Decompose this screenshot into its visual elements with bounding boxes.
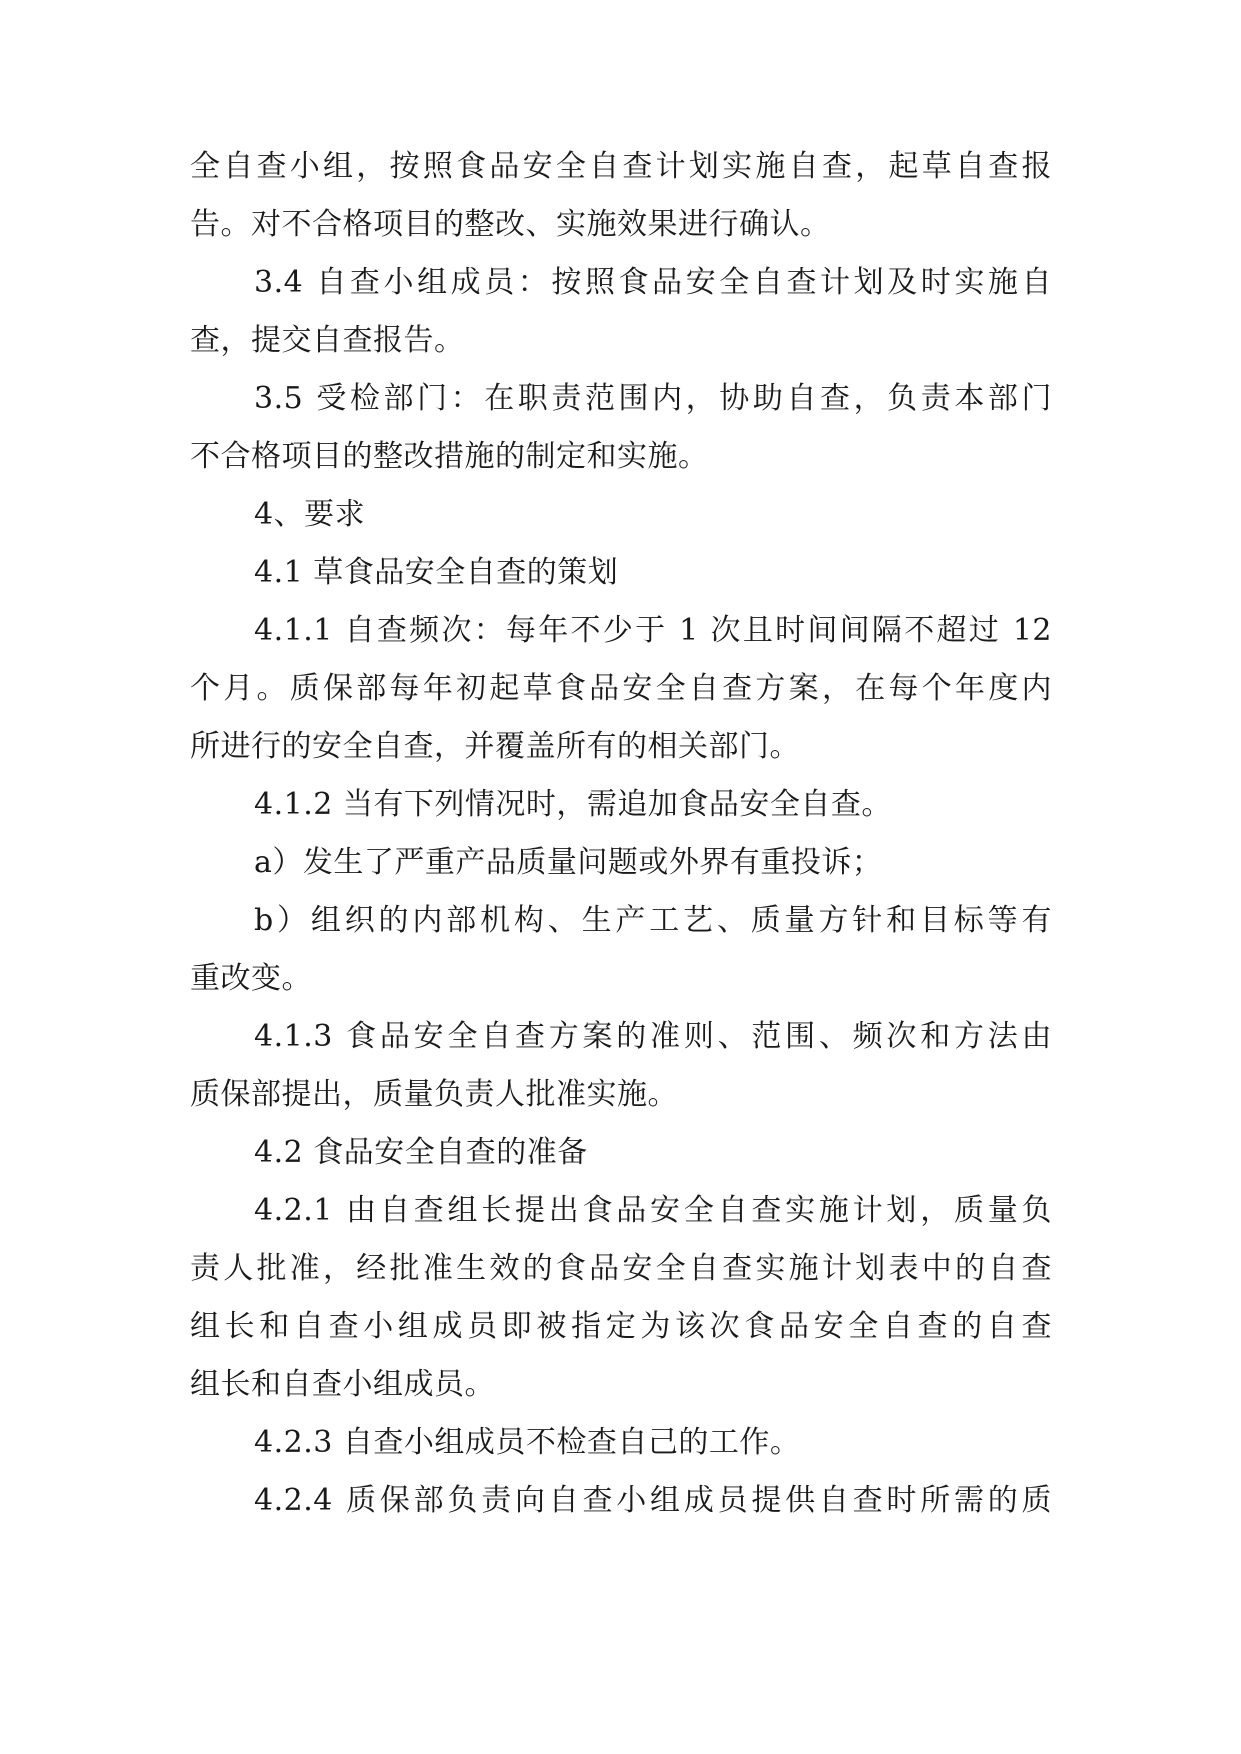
list-item-b: b）组织的内部机构、生产工艺、质量方针和目标等有 — [254, 903, 1052, 938]
paragraph-line: 查，提交自查报告。 — [190, 323, 465, 358]
paragraph-line: 重改变。 — [190, 961, 312, 996]
section-4-2-1-line: 4.2.1 由自查组长提出食品安全自查实施计划，质量负 — [254, 1193, 1052, 1228]
section-4-1-heading: 4.1 草食品安全自查的策划 — [254, 555, 619, 590]
section-4-1-2-line: 4.1.2 当有下列情况时，需追加食品安全自查。 — [254, 787, 892, 822]
paragraph-line: 质保部提出，质量负责人批准实施。 — [190, 1077, 678, 1112]
list-item-a: a）发生了严重产品质量问题或外界有重投诉； — [254, 845, 883, 880]
section-4-2-4-line: 4.2.4 质保部负责向自查小组成员提供自查时所需的质 — [254, 1483, 1052, 1518]
section-4-1-3-line: 4.1.3 食品安全自查方案的准则、范围、频次和方法由 — [254, 1019, 1052, 1054]
paragraph-line: 组长和自查小组成员。 — [190, 1367, 495, 1402]
paragraph-line: 全自查小组，按照食品安全自查计划实施自查，起草自查报 — [190, 149, 1052, 184]
section-4-2-heading: 4.2 食品安全自查的准备 — [254, 1135, 588, 1170]
section-4-heading: 4、要求 — [254, 497, 366, 532]
paragraph-line: 不合格项目的整改措施的制定和实施。 — [190, 439, 709, 474]
section-4-2-3-line: 4.2.3 自查小组成员不检查自己的工作。 — [254, 1425, 801, 1460]
paragraph-line: 所进行的安全自查，并覆盖所有的相关部门。 — [190, 729, 800, 764]
paragraph-line: 责人批准，经批准生效的食品安全自查实施计划表中的自查 — [190, 1251, 1052, 1286]
section-4-1-1-line: 4.1.1 自查频次：每年不少于 1 次且时间间隔不超过 12 — [254, 613, 1052, 648]
paragraph-line: 告。对不合格项目的整改、实施效果进行确认。 — [190, 207, 831, 242]
paragraph-line: 个月。质保部每年初起草食品安全自查方案，在每个年度内 — [190, 671, 1052, 706]
paragraph-line: 组长和自查小组成员即被指定为该次食品安全自查的自查 — [190, 1309, 1052, 1344]
section-3-5-line: 3.5 受检部门：在职责范围内，协助自查，负责本部门 — [254, 381, 1052, 416]
section-3-4-line: 3.4 自查小组成员：按照食品安全自查计划及时实施自 — [254, 265, 1052, 300]
